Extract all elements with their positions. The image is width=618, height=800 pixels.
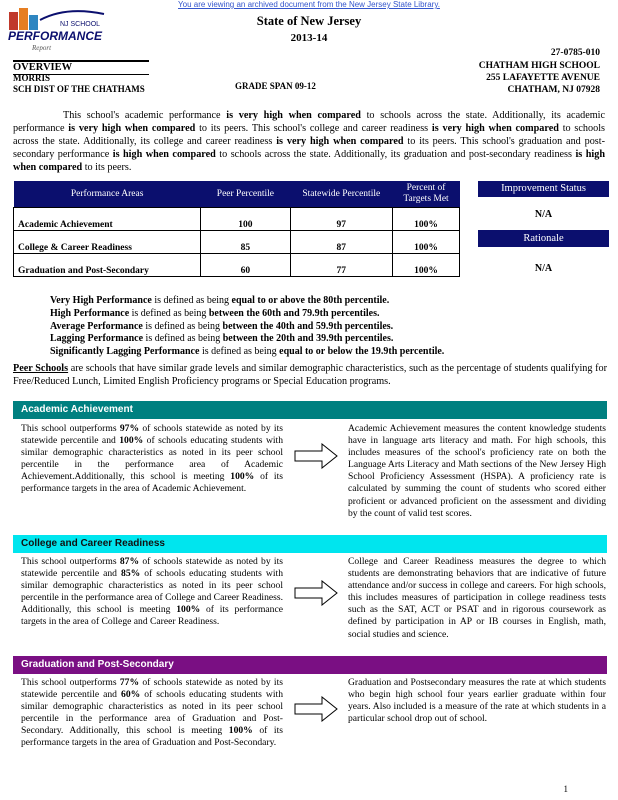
street-address: 255 LAFAYETTE AVENUE — [486, 73, 600, 83]
definition-item: Significantly Lagging Performance is defined as being equal to or below the 19.9th percentile. — [50, 346, 445, 358]
improvement-status-header: Improvement Status — [478, 181, 609, 197]
row-targets: 100% — [393, 208, 460, 231]
definition-item: Average Performance is defined as being between the 40th and 59.9th percentiles. — [50, 320, 394, 332]
page-number: 1 — [563, 784, 568, 794]
logo-line1: NJ SCHOOL — [60, 21, 101, 28]
section-left-text: This school outperforms 97% of schools statewide as noted by its statewide percentile and 100% of schools educating students with similar demographic characteristics as noted in its peer school percentile in the performance area of Academic Achievement.Additionally, this school is meeting 100% of its performance targets in the area of Academic Achievement. — [21, 423, 283, 495]
row-area: College & Career Readiness — [14, 231, 201, 254]
performance-summary: This school's academic performance is very high when compared to schools across the state. Additionally, its academic performance is very high when compared to its peers. This school's college and career readiness is very high when compared to schools across the state. Additionally, its college and career readiness is very high when compared to its peers. This school's graduation and post-secondary performance is high when compared to schools across the state. Additionally, its graduation and post-secondary readiness is high when compared to its peers. — [13, 110, 605, 173]
right-arrow-icon — [294, 696, 338, 722]
section-header-graduation: Graduation and Post-Secondary — [13, 656, 607, 674]
state-title: State of New Jersey — [256, 14, 362, 28]
right-arrow-icon — [294, 580, 338, 606]
logo-line2: PERFORMANCE — [8, 29, 103, 43]
performance-table — [13, 181, 460, 277]
table-row — [14, 254, 460, 277]
county-name: MORRIS — [13, 73, 51, 83]
section-left-text: This school outperforms 77% of schools statewide as noted by its statewide percentile and 60% of schools educating students with similar demographic characteristics as noted in its peer school percentile in the performance area of Graduation and Post-Secondary. Additionally, this school is meeting 100% of its performance targets in the area of Graduation and Post-Secondary. — [21, 677, 283, 749]
row-statewide: 77 — [290, 254, 393, 277]
rationale-header: Rationale — [478, 230, 609, 247]
row-area: Graduation and Post-Secondary — [14, 254, 201, 277]
table-row — [14, 208, 460, 231]
overview-heading: OVERVIEW — [13, 60, 149, 75]
logo-line3: Report — [32, 44, 52, 52]
definition-item: High Performance is defined as being between the 60th and 79.9th percentiles. — [50, 307, 380, 319]
grade-span: GRADE SPAN 09-12 — [235, 81, 316, 91]
section-right-text: Academic Achievement measures the content knowledge students have in language arts literacy and math. For high schools, this includes measures of the school's proficiency rate on both the Language Arts Literacy and Math sections of the New Jersey High School Proficiency Assessment (HSPA). A proficiency rate is calculated by summing the count of students who scored either proficient or advanced proficient on the assessment and dividing by the count of valid test scores. — [348, 423, 606, 519]
col-targets-met: Percent of Targets Met — [393, 181, 460, 208]
section-right-text: College and Career Readiness measures the degree to which students are demonstrating behaviors that are indicative of future attendance and/or success in college and careers. For high schools, this includes measures of participation in college readiness tests such as the SAT, ACT or PSAT and in rigorous coursework as defined by participation in AP or IB courses in English, math, social studies and science. — [348, 556, 606, 640]
table-header-row — [14, 181, 460, 208]
district-name: SCH DIST OF THE CHATHAMS — [13, 84, 145, 94]
section-header-academic-achievement: Academic Achievement — [13, 401, 607, 419]
row-peer: 100 — [201, 208, 290, 231]
row-statewide: 87 — [290, 231, 393, 254]
row-statewide: 97 — [290, 208, 393, 231]
county-district — [13, 73, 145, 95]
peer-schools-definition: Peer Schools are schools that have similar grade levels and similar demographic characteristics, such as the percentage of students qualifying for Free/Reduced Lunch, Limited English Proficiency programs or Special Education programs. — [13, 363, 607, 387]
col-peer-percentile: Peer Percentile — [201, 181, 290, 208]
school-code: 27-0785-010 — [550, 48, 600, 58]
city-state-zip: CHATHAM, NJ 07928 — [507, 85, 600, 95]
row-targets: 100% — [393, 231, 460, 254]
performance-definitions — [50, 295, 444, 359]
right-arrow-icon — [294, 443, 338, 469]
row-peer: 85 — [201, 231, 290, 254]
row-area: Academic Achievement — [14, 208, 201, 231]
improvement-status-value: N/A — [534, 209, 553, 220]
rationale-value: N/A — [534, 263, 553, 274]
definition-item: Lagging Performance is defined as being between the 20th and 39.9th percentiles. — [50, 333, 394, 345]
section-right-text: Graduation and Postsecondary measures the rate at which students who begin high school four years earlier graduate within four years. Also included is a measure of the rate at which students in a particular school drop out of school. — [348, 677, 606, 725]
row-peer: 60 — [201, 254, 290, 277]
section-left-text: This school outperforms 87% of schools statewide as noted by its statewide percentile and 85% of schools educating students with similar demographic characteristics as noted in its peer school percentile in the performance area of College and Career Readiness. Additionally, this school is meeting 100% of its performance targets in the area of College and Career Readiness. — [21, 556, 283, 628]
school-address-block — [479, 60, 600, 96]
archive-notice-link[interactable]: You are viewing an archived document from the New Jersey State Library. — [178, 0, 440, 9]
section-header-college-career: College and Career Readiness — [13, 535, 607, 553]
col-performance-areas: Performance Areas — [14, 181, 201, 208]
peer-schools-term: Peer Schools — [13, 363, 69, 374]
school-name: CHATHAM HIGH SCHOOL — [478, 61, 600, 71]
row-targets: 100% — [393, 254, 460, 277]
table-row — [14, 231, 460, 254]
col-statewide-percentile: Statewide Percentile — [290, 181, 393, 208]
school-year: 2013-14 — [290, 32, 328, 44]
definition-item: Very High Performance is defined as being equal to or above the 80th percentile. — [50, 295, 390, 306]
